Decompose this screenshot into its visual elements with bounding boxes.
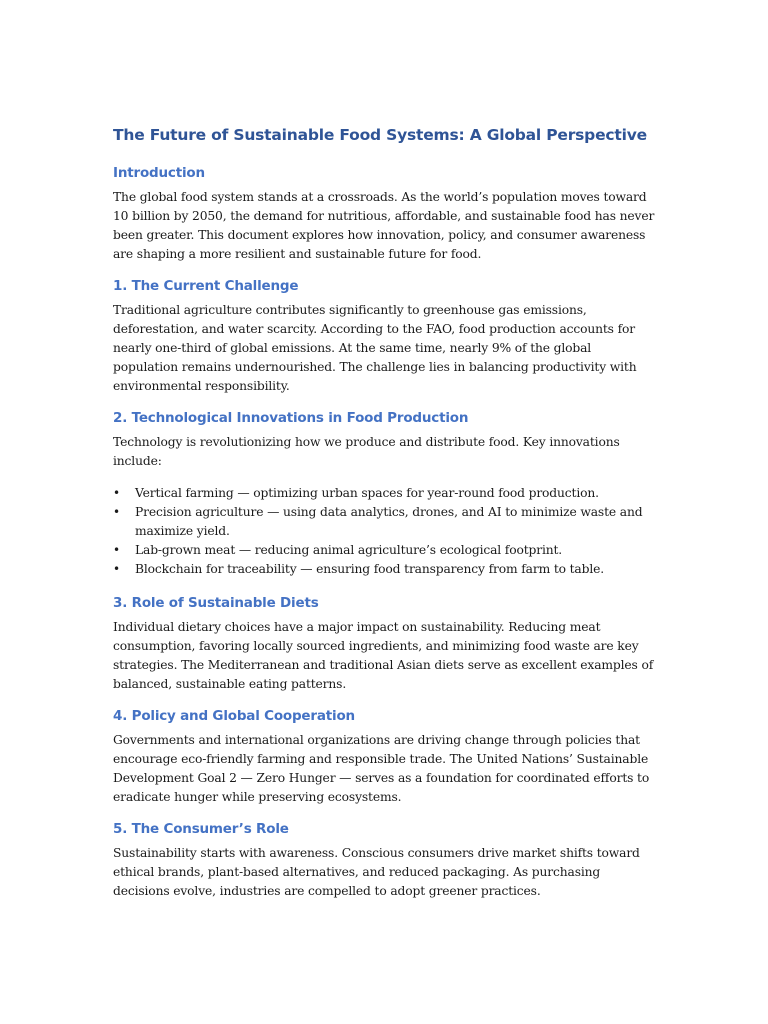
section-introduction (113, 163, 658, 264)
innovations-bullet-list (113, 484, 658, 579)
bullet-icon: • (113, 562, 120, 576)
section-technological-innovations (113, 408, 658, 579)
paragraph-technological-innovations: Technology is revolutionizing how we produce and distribute food. Key innovations include: (113, 435, 620, 468)
section-current-challenge (113, 276, 658, 396)
section-consumer-role (113, 819, 658, 901)
paragraph-current-challenge: Traditional agriculture contributes significantly to greenhouse gas emissions, deforestation, and water scarcity. According to the FAO, food production accounts for nearly one-third of global emissions. At the same time, nearly 9% of the global population remains undernourished. The challenge lies in balancing productivity with environmental responsibility. (113, 303, 637, 393)
paragraph-introduction: The global food system stands at a crossroads. As the world’s population moves toward 10 billion by 2050, the demand for nutritious, affordable, and sustainable food has never been greater. This document explores how innovation, policy, and consumer awareness are shaping a more resilient and sustainable future for food. (113, 190, 655, 261)
section-heading-policy-cooperation: 4. Policy and Global Cooperation (113, 708, 355, 724)
list-item-text: Precision agriculture — using data analytics, drones, and AI to minimize waste and maximize yield. (135, 505, 643, 538)
paragraph-sustainable-diets: Individual dietary choices have a major impact on sustainability. Reducing meat consumption, favoring locally sourced ingredients, and minimizing food waste are key strategies. The Mediterranean and traditional Asian diets serve as excellent examples of balanced, sustainable eating patterns. (113, 620, 654, 691)
bullet-icon: • (113, 505, 120, 519)
document-title: The Future of Sustainable Food Systems: A Global Perspective (113, 126, 647, 144)
bullet-icon: • (113, 543, 120, 557)
list-item (113, 503, 658, 541)
paragraph-consumer-role: Sustainability starts with awareness. Conscious consumers drive market shifts toward ethical brands, plant-based alternatives, and reduced packaging. As purchasing decisions evolve, industries are compelled to adopt greener practices. (113, 846, 640, 898)
bullet-icon: • (113, 486, 120, 500)
list-item (113, 560, 658, 579)
section-heading-technological-innovations: 2. Technological Innovations in Food Production (113, 410, 469, 426)
section-heading-introduction: Introduction (113, 165, 205, 181)
section-sustainable-diets (113, 593, 658, 694)
section-heading-current-challenge: 1. The Current Challenge (113, 278, 299, 294)
list-item-text: Blockchain for traceability — ensuring food transparency from farm to table. (135, 562, 605, 576)
list-item (113, 541, 658, 560)
paragraph-policy-cooperation: Governments and international organizations are driving change through policies that encourage eco-friendly farming and responsible trade. The United Nations’ Sustainable Development Goal 2 — Zero Hunger — serves as a foundation for coordinated efforts to eradicate hunger while preserving ecosystems. (113, 733, 650, 804)
list-item (113, 484, 658, 503)
document-body (113, 123, 658, 913)
section-heading-consumer-role: 5. The Consumer’s Role (113, 821, 289, 837)
list-item-text: Lab-grown meat — reducing animal agriculture’s ecological footprint. (135, 543, 563, 557)
section-heading-sustainable-diets: 3. Role of Sustainable Diets (113, 595, 319, 611)
list-item-text: Vertical farming — optimizing urban spaces for year-round food production. (135, 486, 599, 500)
section-policy-cooperation (113, 706, 658, 807)
